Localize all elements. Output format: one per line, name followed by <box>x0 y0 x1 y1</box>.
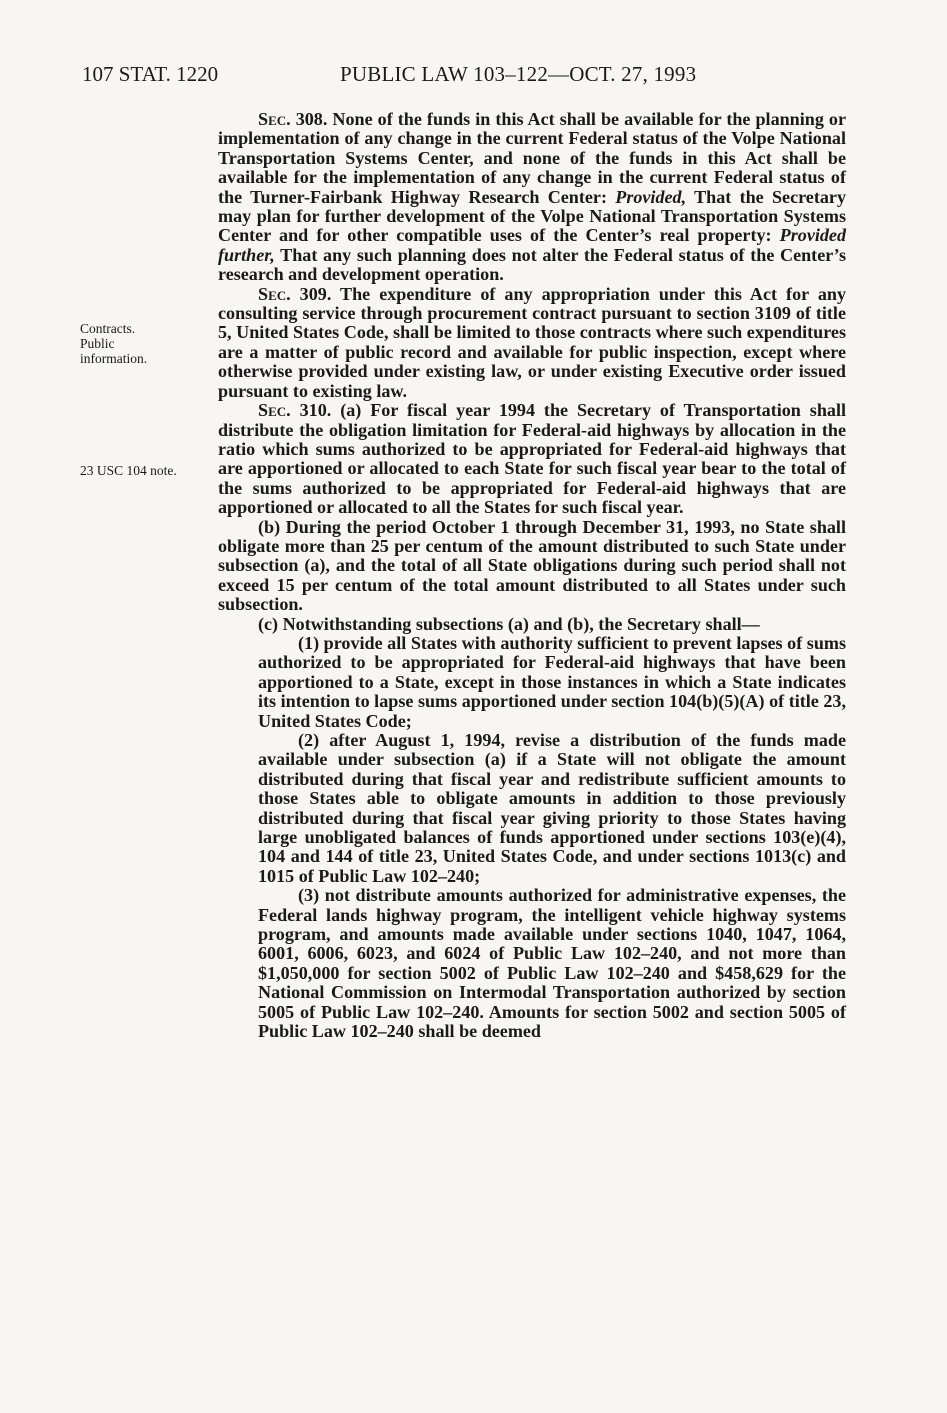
margin-note-line: information. <box>80 351 148 366</box>
section-310-c: (c) Notwithstanding subsections (a) and (b), the Secretary shall— <box>258 613 760 634</box>
section-number: 309. <box>299 283 332 304</box>
page-header <box>82 62 842 90</box>
section-label: Sec. <box>258 400 291 421</box>
section-number: 308. <box>295 109 328 129</box>
section-text: That any such planning does not alter the Federal status of the Center’s research and development operation. <box>218 244 846 285</box>
section-310-c-3: (3) not distribute amounts authorized for administrative expenses, the Federal lands highway program, the intelligent vehicle highway systems program, and amounts made available under sections 1040, 1047, 1064, 6001, 6006, 6023, and 6024 of Public Law 102–240, and not more than $1,050,000 for section 5002 of Public Law 102–240 and $458,629 for the National Commission on Intermodal Transportation authorized by section 5005 of Public Law 102–240. Amounts for section 5002 and section 5005 of Public Law 102–240 shall be deemed <box>258 885 846 1042</box>
proviso-italic: Provided, <box>615 186 687 207</box>
statute-page-number: 107 STAT. 1220 <box>82 62 219 86</box>
section-text: (a) For fiscal year 1994 the Secretary of Transportation shall distribute the obligation limitation for Federal-aid highways by allocation in the ratio which sums authorized to be appropriated for Federal-aid highways that are apportioned or allocated to each State for such fiscal year bear to the total of the sums authorized to be appropriated for Federal-aid highways that are apportioned or allocated to all the States for such fiscal year. <box>218 400 846 518</box>
section-310-a <box>218 401 846 517</box>
margin-note-line: Public <box>80 336 115 351</box>
public-law-title: PUBLIC LAW 103–122—OCT. 27, 1993 <box>340 62 697 86</box>
section-310-c-1: (1) provide all States with authority sufficient to prevent lapses of sums authorized to be appropriated for Federal-aid highways that have been apportioned to a State, except in those instances in which a State indicates its intention to lapse sums apportioned under section 104(b)(5)(A) of title 23, United States Code; <box>258 632 846 731</box>
proviso-italic: Provided further, <box>218 225 846 265</box>
section-308 <box>218 110 846 285</box>
section-309 <box>218 285 846 401</box>
section-number: 310. <box>299 400 332 421</box>
section-310-c-2: (2) after August 1, 1994, revise a distribution of the funds made available under subsection (a) if a State will not obligate the amount distributed during that fiscal year and redistribute sufficient amounts to those States able to obligate amounts in addition to those previously distributed during that fiscal year giving priority to those States having large unobligated balances of funds apportioned under sections 103(e)(4), 104 and 144 of title 23, United States Code, and under sections 1013(c) and 1015 of Public Law 102–240; <box>258 730 846 886</box>
margin-note-usc: 23 USC 104 note. <box>80 463 177 478</box>
section-label: Sec. <box>258 109 291 129</box>
section-text: None of the funds in this Act shall be available for the planning or implementation of any change in the current Federal status of the Volpe National Transportation Systems Center, and none of the funds in this Act shall be available for the implementation of any change in the current Federal status of the Turner-Fairbank Highway Research Center: <box>218 109 846 207</box>
page-body <box>218 110 846 1042</box>
section-text: The expenditure of any appropriation under this Act for any consulting service through procurement contract pursuant to section 3109 of title 5, United States Code, shall be limited to those contracts where such expenditures are a matter of public record and available for public inspection, except where otherwise provided under existing law, or under existing Executive order issued pursuant to existing law. <box>218 283 846 401</box>
margin-note-contracts <box>80 321 220 366</box>
section-310-b: (b) During the period October 1 through December 31, 1993, no State shall obligate more than 25 per centum of the amount distributed to such State under subsection (a), and the total of all State obligations during such period shall not exceed 15 per centum of the total amount distributed to all States under such subsection. <box>218 516 846 615</box>
margin-note-line: Contracts. <box>80 321 136 336</box>
section-text: That the Secretary may plan for further development of the Volpe National Transportation Systems Center and for other compatible uses of the Center’s real property: <box>218 186 846 246</box>
section-label: Sec. <box>258 283 291 304</box>
